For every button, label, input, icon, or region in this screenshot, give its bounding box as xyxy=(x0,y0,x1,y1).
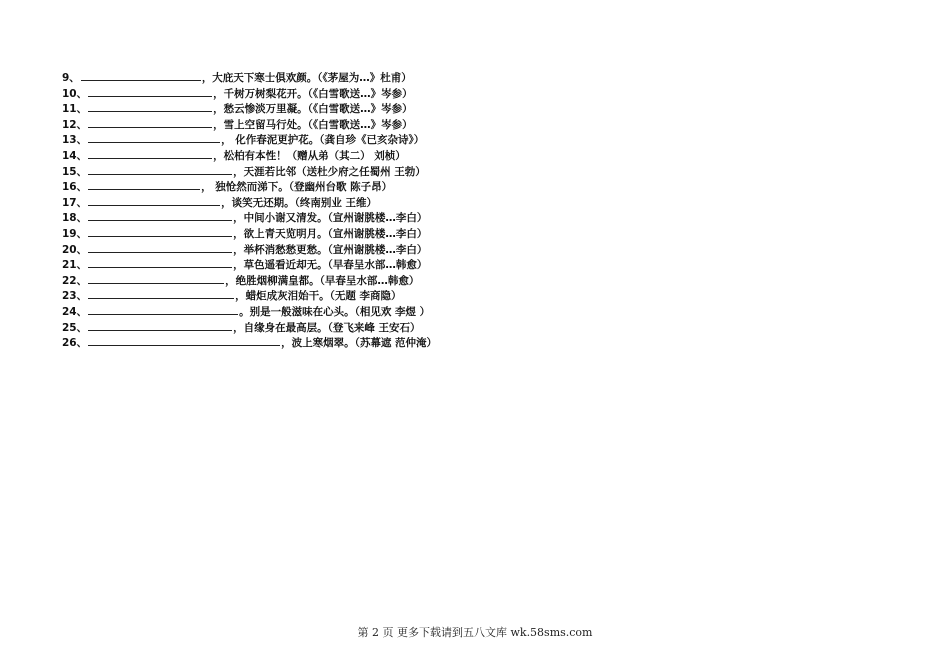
question-item xyxy=(62,320,440,336)
answer-blank[interactable] xyxy=(88,210,232,221)
question-text: ，自缘身在最高层。（登飞来峰 王安石） xyxy=(233,321,421,334)
question-number: 23、 xyxy=(62,290,88,303)
question-item xyxy=(62,195,440,211)
question-number: 25、 xyxy=(62,321,88,334)
answer-blank[interactable] xyxy=(88,132,220,143)
question-item xyxy=(62,70,440,86)
answer-blank[interactable] xyxy=(88,195,220,206)
question-text: ， 化作春泥更护花。（龚自珍《已亥杂诗》） xyxy=(221,134,425,147)
question-number: 24、 xyxy=(62,305,88,318)
question-number: 21、 xyxy=(62,259,88,272)
question-text: ，绝胜烟柳满皇都。（早春呈水部…韩愈） xyxy=(225,274,420,287)
question-number: 9、 xyxy=(62,72,80,84)
question-list xyxy=(62,70,440,351)
question-text: ，雪上空留马行处。（《白雪歌送…》岑参） xyxy=(213,118,413,131)
question-item xyxy=(62,242,440,258)
question-item xyxy=(62,257,440,273)
question-item xyxy=(62,304,440,320)
question-number: 16、 xyxy=(62,181,88,194)
question-text: ，松柏有本性！（赠从弟（其二） 刘桢） xyxy=(213,149,406,162)
question-text: ，谈笑无还期。（终南别业 王维） xyxy=(221,196,378,209)
answer-blank[interactable] xyxy=(88,179,200,190)
question-text: ，天涯若比邻（送杜少府之任蜀州 王勃） xyxy=(233,165,426,178)
question-item xyxy=(62,86,440,102)
question-text: 。别是一般滋味在心头。（相见欢 李煜 ） xyxy=(239,305,431,318)
question-number: 11、 xyxy=(62,103,88,116)
answer-blank[interactable] xyxy=(88,273,224,284)
question-item xyxy=(62,226,440,242)
question-number: 10、 xyxy=(62,87,88,100)
question-number: 15、 xyxy=(62,165,88,178)
question-text: ，蜡炬成灰泪始干。（无题 李商隐） xyxy=(235,290,402,303)
question-number: 22、 xyxy=(62,274,88,287)
question-text: ，草色遥看近却无。（早春呈水部…韩愈） xyxy=(233,259,428,272)
question-number: 19、 xyxy=(62,227,88,240)
question-item xyxy=(62,101,440,117)
question-item xyxy=(62,148,440,164)
question-number: 20、 xyxy=(62,243,88,256)
question-text: ，中间小谢又清发。（宣州谢朓楼…李白） xyxy=(233,212,428,225)
answer-blank[interactable] xyxy=(88,288,234,299)
question-item xyxy=(62,164,440,180)
answer-blank[interactable] xyxy=(88,320,232,331)
question-number: 26、 xyxy=(62,337,88,350)
question-item xyxy=(62,179,440,195)
question-text: ，愁云惨淡万里凝。（《白雪歌送…》岑参） xyxy=(213,103,413,116)
question-number: 17、 xyxy=(62,196,88,209)
question-number: 13、 xyxy=(62,134,88,147)
question-text: ，举杯消愁愁更愁。（宣州谢朓楼…李白） xyxy=(233,243,428,256)
page-footer: 第 2 页 更多下载请到五八文库 wk.58sms.com xyxy=(357,626,593,639)
answer-blank[interactable] xyxy=(88,304,238,315)
question-item xyxy=(62,132,440,148)
answer-blank[interactable] xyxy=(88,335,280,346)
question-number: 14、 xyxy=(62,149,88,162)
answer-blank[interactable] xyxy=(88,164,232,175)
question-item xyxy=(62,273,440,289)
question-item xyxy=(62,117,440,133)
answer-blank[interactable] xyxy=(88,257,232,268)
question-number: 18、 xyxy=(62,212,88,225)
answer-blank[interactable] xyxy=(88,101,212,112)
question-item xyxy=(62,210,440,226)
answer-blank[interactable] xyxy=(88,117,212,128)
answer-blank[interactable] xyxy=(88,86,212,97)
question-item xyxy=(62,335,440,351)
question-text: ，欲上青天览明月。（宣州谢朓楼…李白） xyxy=(233,227,428,240)
question-text: ， 独怆然而涕下。（登幽州台歌 陈子昂） xyxy=(201,181,393,194)
answer-blank[interactable] xyxy=(81,70,201,81)
answer-blank[interactable] xyxy=(88,148,212,159)
answer-blank[interactable] xyxy=(88,242,232,253)
question-item xyxy=(62,288,440,304)
answer-blank[interactable] xyxy=(88,226,232,237)
question-text: ，大庇天下寒士俱欢颜。（《茅屋为…》杜甫） xyxy=(201,72,412,84)
question-text: ，波上寒烟翠。（苏幕遮 范仲淹） xyxy=(281,337,438,350)
question-text: ，千树万树梨花开。（《白雪歌送…》岑参） xyxy=(213,87,413,100)
question-number: 12、 xyxy=(62,118,88,131)
